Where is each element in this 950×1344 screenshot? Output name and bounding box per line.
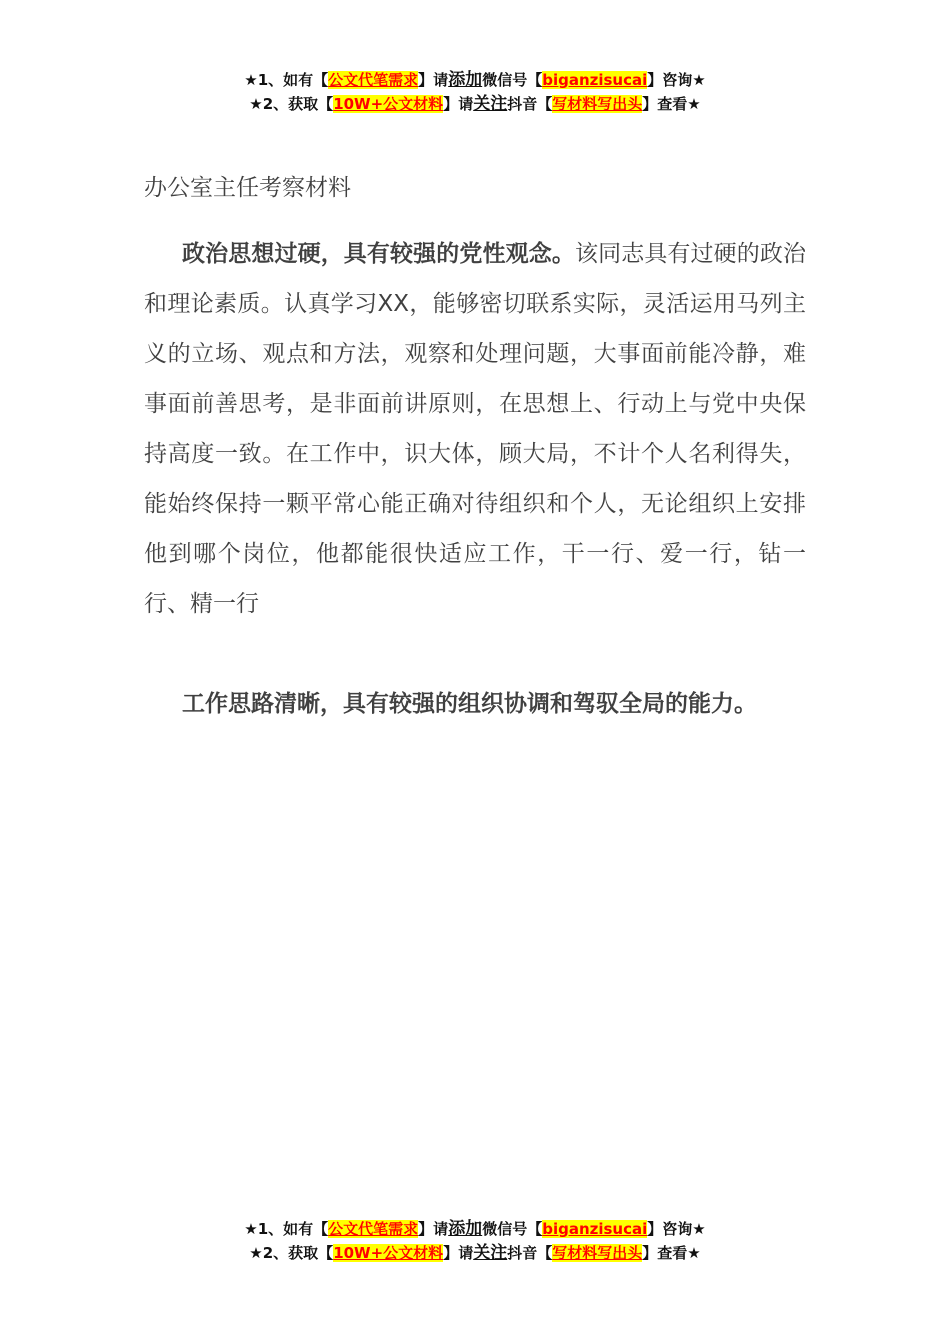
ad-text: 】咨询★ [647, 1220, 706, 1238]
document-title: 办公室主任考察材料 [144, 175, 351, 201]
ad-text: 微信号【 [482, 1220, 543, 1238]
ad-emphasis: 关注 [473, 1243, 508, 1263]
header-ad-line-2 [0, 92, 950, 116]
ad-text: 】查看★ [642, 1244, 701, 1262]
ad-text: ★1、如有【 [244, 1220, 329, 1238]
ad-text: 抖音【 [507, 1244, 553, 1262]
ad-text: ★1、如有【 [244, 71, 329, 89]
ad-text: 】请 [418, 1220, 449, 1238]
paragraph-body: 该同志具有过硬的政治和理论素质。认真学习XX，能够密切联系实际，灵活运用马列主义的立场、观点和方法，观察和处理问题，大事面前能冷静，难事面前善思考，是非面前讲原则，在思想上、行动上与党中央保持高度一致。在工作中，识大体，顾大局，不计个人名利得失，能始终保持一颗平常心能正确对待组织和个人，无论组织上安排他到哪个岗位，他都能很快适应工作，干一行、爱一行，钻一行、精一行 [144, 241, 807, 617]
ad-emphasis: 添加 [448, 70, 483, 90]
ad-text: 】请 [443, 95, 474, 113]
ad-douyin-name: 写材料写出头 [552, 95, 643, 113]
paragraph-heading: 工作思路清晰，具有较强的组织协调和驾驭全局的能力。 [182, 691, 757, 717]
ad-wechat-id: biganzisucai [542, 1220, 648, 1238]
footer-ad-banner [0, 1217, 950, 1265]
ad-douyin-name: 写材料写出头 [552, 1244, 643, 1262]
ad-text: ★2、获取【 [249, 1244, 334, 1262]
ad-highlight: 公文代笔需求 [328, 1220, 419, 1238]
header-ad-banner [0, 68, 950, 116]
ad-text: 】请 [443, 1244, 474, 1262]
footer-ad-line-1 [0, 1217, 950, 1241]
ad-text: 抖音【 [507, 95, 553, 113]
paragraph-political [144, 229, 806, 629]
ad-text: 微信号【 [482, 71, 543, 89]
ad-text: 】请 [418, 71, 449, 89]
ad-emphasis: 关注 [473, 94, 508, 114]
paragraph-work [144, 679, 806, 729]
footer-ad-line-2 [0, 1241, 950, 1265]
ad-highlight: 10W+公文材料 [333, 1244, 444, 1262]
ad-wechat-id: biganzisucai [542, 71, 648, 89]
ad-emphasis: 添加 [448, 1219, 483, 1239]
ad-text: 】咨询★ [647, 71, 706, 89]
ad-text: ★2、获取【 [249, 95, 334, 113]
header-ad-line-1 [0, 68, 950, 92]
ad-highlight: 公文代笔需求 [328, 71, 419, 89]
ad-text: 】查看★ [642, 95, 701, 113]
ad-highlight: 10W+公文材料 [333, 95, 444, 113]
paragraph-heading: 政治思想过硬，具有较强的党性观念。 [182, 241, 575, 267]
